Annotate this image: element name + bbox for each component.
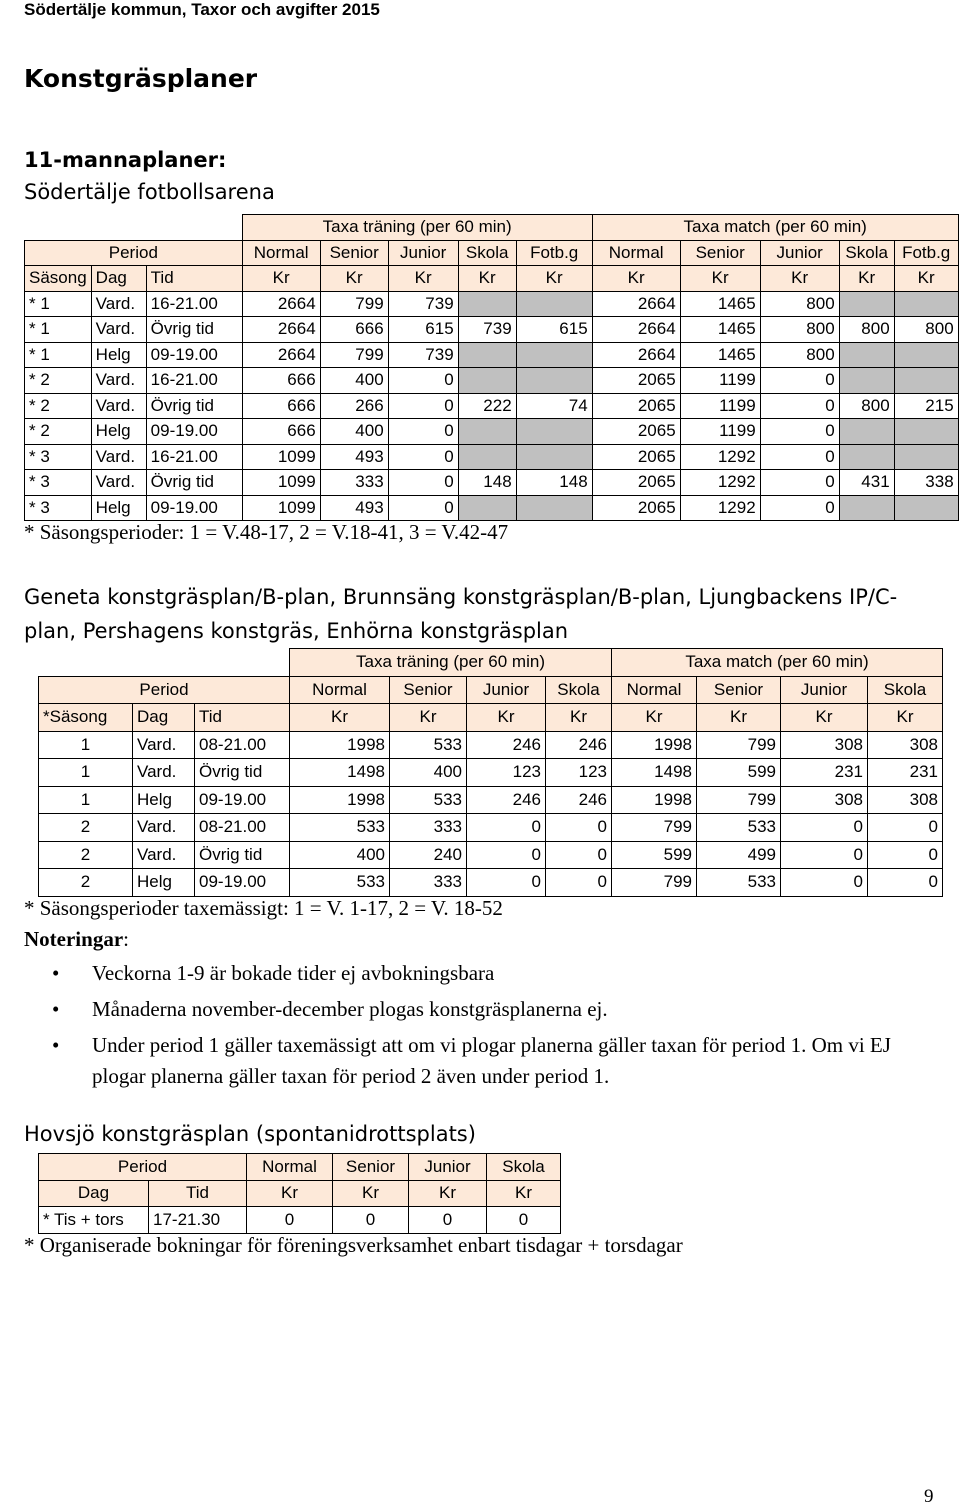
table-cell: 0 — [760, 393, 839, 419]
table-cell: 533 — [290, 814, 390, 842]
table-cell: 231 — [781, 759, 868, 787]
unit-header: Kr — [894, 266, 958, 292]
table-cell: Helg — [133, 786, 195, 814]
table-cell: 2065 — [592, 444, 680, 470]
table-cell: Vard. — [91, 393, 146, 419]
table-cell: 800 — [839, 393, 894, 419]
unit-header: Kr — [592, 266, 680, 292]
table-cell: 1099 — [242, 444, 320, 470]
table-cell: 1998 — [290, 786, 390, 814]
table-cell — [839, 444, 894, 470]
table-cell: 09-19.00 — [195, 869, 290, 897]
column-header: Senior — [333, 1154, 409, 1181]
section1-heading: 11-mannaplaner: — [24, 148, 227, 172]
note-text: Månaderna november-december plogas konstgräsplanerna ej. — [92, 997, 608, 1021]
column-header: Senior — [680, 240, 760, 266]
notes-heading-colon: : — [123, 927, 129, 951]
table-row — [25, 470, 959, 496]
table-cell: 0 — [868, 814, 943, 842]
table-cell: 08-21.00 — [195, 731, 290, 759]
table-cell — [516, 342, 592, 368]
table-cell: 2065 — [592, 393, 680, 419]
table-cell: 222 — [458, 393, 516, 419]
table-unit-header-row — [39, 704, 943, 732]
table-cell — [894, 291, 958, 317]
table-cell: 533 — [290, 869, 390, 897]
table-cell: 1099 — [242, 470, 320, 496]
table-unit-header-row — [25, 266, 959, 292]
note-text: Veckorna 1-9 är bokade tider ej avbokningsbara — [92, 961, 495, 985]
table-row — [39, 814, 943, 842]
unit-header: Kr — [868, 704, 943, 732]
table-cell — [894, 419, 958, 445]
period-header: Period — [25, 240, 243, 266]
table-cell: Helg — [133, 869, 195, 897]
table-cell: 799 — [697, 786, 781, 814]
unit-header: Kr — [290, 704, 390, 732]
column-header: Junior — [409, 1154, 487, 1181]
unit-header: Kr — [487, 1180, 561, 1207]
table-cell: 16-21.00 — [146, 291, 242, 317]
table-cell: 800 — [839, 317, 894, 343]
section1-subheading: Södertälje fotbollsarena — [24, 180, 275, 204]
table-cell: 2065 — [592, 470, 680, 496]
table-cell — [894, 368, 958, 394]
list-item — [30, 1030, 935, 1092]
table-cell: 246 — [546, 731, 612, 759]
table-cell: Vard. — [133, 759, 195, 787]
section3-heading: Hovsjö konstgräsplan (spontanidrottsplats) — [24, 1122, 476, 1146]
note-text: Under period 1 gäller taxemässigt att om vi plogar planerna gäller taxan för period 1. Om vi EJ plogar planerna gäller taxan för period 2 även under period 1. — [92, 1033, 891, 1088]
table-unit-header-row — [39, 1180, 561, 1207]
table-cell — [516, 444, 592, 470]
table-cell: 308 — [781, 786, 868, 814]
table-cell: 1292 — [680, 444, 760, 470]
unit-header: Kr — [467, 704, 546, 732]
table-cell: 0 — [388, 393, 458, 419]
table-cell — [839, 419, 894, 445]
column-header: Normal — [290, 676, 390, 704]
table-row — [39, 786, 943, 814]
bullet-icon: • — [52, 1033, 60, 1057]
unit-header: Kr — [697, 704, 781, 732]
table-cell: Vard. — [133, 841, 195, 869]
day-header: Dag — [133, 704, 195, 732]
table-row — [25, 393, 959, 419]
table-cell — [516, 495, 592, 521]
hovsjo-rate-table — [38, 1153, 561, 1234]
table-cell: 246 — [467, 731, 546, 759]
table-cell: 1998 — [612, 786, 697, 814]
season-header: Säsong — [25, 266, 92, 292]
table-row — [39, 1207, 561, 1234]
table-cell: 2664 — [592, 342, 680, 368]
unit-header: Kr — [458, 266, 516, 292]
table-cell: 09-19.00 — [195, 786, 290, 814]
table-cell: 333 — [390, 814, 467, 842]
table-cell: 1199 — [680, 368, 760, 394]
table-column-header-row — [39, 1154, 561, 1181]
column-header: Junior — [781, 676, 868, 704]
day-header: Dag — [91, 266, 146, 292]
table-cell: 148 — [458, 470, 516, 496]
table-cell: Övrig tid — [146, 470, 242, 496]
table-cell: 0 — [467, 869, 546, 897]
table-cell: 400 — [320, 419, 388, 445]
table-cell — [516, 419, 592, 445]
time-header: Tid — [195, 704, 290, 732]
section1-footnote: * Säsongsperioder: 1 = V.48-17, 2 = V.18-41, 3 = V.42-47 — [24, 520, 509, 544]
column-header: Junior — [467, 676, 546, 704]
table-cell: 333 — [320, 470, 388, 496]
table-cell: 2 — [39, 869, 133, 897]
table-column-header-row — [39, 676, 943, 704]
table-cell: 0 — [409, 1207, 487, 1234]
table-cell: 800 — [894, 317, 958, 343]
table-cell: * 3 — [25, 495, 92, 521]
table-cell: 2664 — [592, 291, 680, 317]
section3-footnote: * Organiserade bokningar för föreningsverksamhet enbart tisdagar + torsdagar — [24, 1233, 683, 1257]
table-column-header-row — [25, 240, 959, 266]
table-cell: * 1 — [25, 291, 92, 317]
table-row — [39, 759, 943, 787]
table-cell: 0 — [760, 368, 839, 394]
unit-header: Kr — [612, 704, 697, 732]
table-cell: 0 — [546, 814, 612, 842]
table-cell: 615 — [516, 317, 592, 343]
table-cell: 0 — [546, 841, 612, 869]
table-cell: 74 — [516, 393, 592, 419]
unit-header: Kr — [242, 266, 320, 292]
table-cell: Vard. — [91, 470, 146, 496]
table-cell — [516, 291, 592, 317]
table-cell: 533 — [697, 814, 781, 842]
column-header: Junior — [760, 240, 839, 266]
table-cell: 2664 — [592, 317, 680, 343]
table-row — [39, 731, 943, 759]
table-cell: * 1 — [25, 317, 92, 343]
table-cell: 123 — [467, 759, 546, 787]
table-row — [25, 495, 959, 521]
table-cell: 1498 — [290, 759, 390, 787]
table-cell: 0 — [760, 419, 839, 445]
table-cell: 148 — [516, 470, 592, 496]
table-cell: 800 — [760, 291, 839, 317]
bullet-icon: • — [52, 961, 60, 985]
table-cell: 215 — [894, 393, 958, 419]
column-header: Junior — [388, 240, 458, 266]
table-cell: 2065 — [592, 368, 680, 394]
table-cell: 0 — [247, 1207, 333, 1234]
table-row — [25, 368, 959, 394]
table-cell: 09-19.00 — [146, 495, 242, 521]
arena-rate-table — [24, 214, 959, 521]
section2-footnote: * Säsongsperioder taxemässigt: 1 = V. 1-17, 2 = V. 18-52 — [24, 896, 503, 920]
table-cell: 666 — [242, 368, 320, 394]
table-cell — [458, 495, 516, 521]
table-cell: 499 — [697, 841, 781, 869]
table-cell: 799 — [697, 731, 781, 759]
table-cell: 09-19.00 — [146, 342, 242, 368]
table-cell: Vard. — [133, 814, 195, 842]
column-header: Skola — [839, 240, 894, 266]
column-header: Normal — [247, 1154, 333, 1181]
table-cell: 240 — [390, 841, 467, 869]
table-cell: 533 — [390, 786, 467, 814]
table-cell: 0 — [760, 495, 839, 521]
page-title: Konstgräsplaner — [24, 64, 258, 93]
table-cell: 0 — [781, 841, 868, 869]
table-cell: 0 — [760, 470, 839, 496]
table-cell: 338 — [894, 470, 958, 496]
table-cell: 16-21.00 — [146, 444, 242, 470]
table-row — [25, 444, 959, 470]
table-cell: 2664 — [242, 342, 320, 368]
table-cell: 2065 — [592, 419, 680, 445]
unit-header: Kr — [760, 266, 839, 292]
table-cell: 09-19.00 — [146, 419, 242, 445]
list-item — [30, 958, 935, 989]
table-group-header-row — [25, 215, 959, 241]
table-cell: 308 — [781, 731, 868, 759]
table-cell: 1099 — [242, 495, 320, 521]
table-cell: 0 — [467, 841, 546, 869]
table-cell: Vard. — [91, 291, 146, 317]
table-cell: Övrig tid — [195, 759, 290, 787]
table-cell: 799 — [612, 814, 697, 842]
table-cell: 231 — [868, 759, 943, 787]
table-cell: 739 — [388, 342, 458, 368]
table-cell — [839, 368, 894, 394]
table-cell: 1 — [39, 731, 133, 759]
table-cell: 599 — [697, 759, 781, 787]
unit-header: Kr — [546, 704, 612, 732]
table-cell: 739 — [388, 291, 458, 317]
table-cell: 0 — [388, 419, 458, 445]
table-cell: 431 — [839, 470, 894, 496]
table-cell: 1465 — [680, 291, 760, 317]
unit-header: Kr — [333, 1180, 409, 1207]
table-cell — [894, 342, 958, 368]
column-header: Normal — [612, 676, 697, 704]
column-header: Skola — [458, 240, 516, 266]
table-cell: Vard. — [91, 317, 146, 343]
table-cell: 2 — [39, 841, 133, 869]
table-cell: 0 — [868, 869, 943, 897]
table-cell: 16-21.00 — [146, 368, 242, 394]
table-cell: 666 — [320, 317, 388, 343]
table-row — [25, 317, 959, 343]
table-cell: 0 — [781, 814, 868, 842]
table-cell — [458, 291, 516, 317]
period-header: Period — [39, 1154, 247, 1181]
document-header: Södertälje kommun, Taxor och avgifter 2015 — [24, 0, 380, 19]
table-cell: 799 — [320, 291, 388, 317]
table-cell: * 3 — [25, 444, 92, 470]
table-cell: * 2 — [25, 419, 92, 445]
column-header: Normal — [592, 240, 680, 266]
notes-list — [30, 958, 935, 1097]
table-cell: 400 — [290, 841, 390, 869]
table-cell: 0 — [388, 368, 458, 394]
table-cell — [458, 419, 516, 445]
table-cell: Övrig tid — [146, 393, 242, 419]
unit-header: Kr — [839, 266, 894, 292]
table-cell: 799 — [612, 869, 697, 897]
table-cell: 0 — [333, 1207, 409, 1234]
column-header: Normal — [242, 240, 320, 266]
match-rate-group-header: Taxa match (per 60 min) — [592, 215, 958, 241]
table-cell: 666 — [242, 393, 320, 419]
table-cell — [839, 291, 894, 317]
table-cell: 0 — [760, 444, 839, 470]
table-cell — [894, 495, 958, 521]
period-header: Period — [39, 676, 290, 704]
table-cell: Vard. — [133, 731, 195, 759]
table-cell: Helg — [91, 419, 146, 445]
table-cell: 0 — [868, 841, 943, 869]
table-cell: Helg — [91, 342, 146, 368]
unit-header: Kr — [247, 1180, 333, 1207]
season-header: *Säsong — [39, 704, 133, 732]
table-cell: 400 — [320, 368, 388, 394]
table-cell: 2664 — [242, 291, 320, 317]
time-header: Tid — [149, 1180, 247, 1207]
page-number: 9 — [924, 1486, 934, 1507]
column-header: Fotb.g — [894, 240, 958, 266]
table-cell: 0 — [487, 1207, 561, 1234]
unit-header: Kr — [680, 266, 760, 292]
match-rate-group-header: Taxa match (per 60 min) — [612, 649, 943, 677]
table-row — [25, 342, 959, 368]
table-cell: 0 — [388, 470, 458, 496]
table-cell: 0 — [388, 495, 458, 521]
table-cell: Övrig tid — [195, 841, 290, 869]
table-cell — [839, 342, 894, 368]
table-cell: 123 — [546, 759, 612, 787]
table-cell: 799 — [320, 342, 388, 368]
table-cell: 400 — [390, 759, 467, 787]
table-cell: 0 — [546, 869, 612, 897]
table-cell — [516, 368, 592, 394]
table-cell: 266 — [320, 393, 388, 419]
training-rate-group-header: Taxa träning (per 60 min) — [290, 649, 612, 677]
table-cell: 1292 — [680, 470, 760, 496]
unit-header: Kr — [320, 266, 388, 292]
table-cell: 1 — [39, 759, 133, 787]
list-item — [30, 994, 935, 1025]
table-cell: 1465 — [680, 342, 760, 368]
table-row — [25, 291, 959, 317]
table-cell: Helg — [91, 495, 146, 521]
table-cell — [839, 495, 894, 521]
table-cell: * 2 — [25, 393, 92, 419]
table-cell: 246 — [467, 786, 546, 814]
table-cell: 08-21.00 — [195, 814, 290, 842]
table-cell — [458, 444, 516, 470]
table-row — [39, 869, 943, 897]
table-cell — [458, 342, 516, 368]
table-cell: 333 — [390, 869, 467, 897]
table-cell: 599 — [612, 841, 697, 869]
table-cell: * Tis + tors — [39, 1207, 149, 1234]
table-cell: 1498 — [612, 759, 697, 787]
notes-heading — [24, 927, 129, 952]
table-row — [25, 419, 959, 445]
table-cell: 1199 — [680, 393, 760, 419]
table-cell: 739 — [458, 317, 516, 343]
column-header: Fotb.g — [516, 240, 592, 266]
table-cell: 2065 — [592, 495, 680, 521]
table-cell: 246 — [546, 786, 612, 814]
unit-header: Kr — [781, 704, 868, 732]
table-cell: 1998 — [612, 731, 697, 759]
column-header: Skola — [487, 1154, 561, 1181]
table-cell: 1 — [39, 786, 133, 814]
table-row — [39, 841, 943, 869]
table-cell: 1199 — [680, 419, 760, 445]
time-header: Tid — [146, 266, 242, 292]
notes-heading-label: Noteringar — [24, 927, 124, 951]
table-cell: 2 — [39, 814, 133, 842]
table-cell: 493 — [320, 495, 388, 521]
table-cell: 1465 — [680, 317, 760, 343]
unit-header: Kr — [388, 266, 458, 292]
table-cell — [458, 368, 516, 394]
table-cell — [894, 444, 958, 470]
table-cell: 308 — [868, 731, 943, 759]
table-cell: 615 — [388, 317, 458, 343]
table-cell: Vard. — [91, 444, 146, 470]
table-cell: 800 — [760, 342, 839, 368]
table-cell: * 1 — [25, 342, 92, 368]
table-cell: 533 — [697, 869, 781, 897]
table-cell: 308 — [868, 786, 943, 814]
unit-header: Kr — [390, 704, 467, 732]
table-cell: Övrig tid — [146, 317, 242, 343]
table-group-header-row — [39, 649, 943, 677]
table-cell: 533 — [390, 731, 467, 759]
table-cell: 0 — [781, 869, 868, 897]
unit-header: Kr — [409, 1180, 487, 1207]
table-cell: * 2 — [25, 368, 92, 394]
column-header: Senior — [390, 676, 467, 704]
table-cell: 666 — [242, 419, 320, 445]
unit-header: Kr — [516, 266, 592, 292]
section2-heading: Geneta konstgräsplan/B-plan, Brunnsäng konstgräsplan/B-plan, Ljungbackens IP/C-plan, Pershagens konstgräs, Enhörna konstgräsplan — [24, 585, 898, 643]
table-cell: 1292 — [680, 495, 760, 521]
column-header: Senior — [320, 240, 388, 266]
bullet-icon: • — [52, 997, 60, 1021]
table-cell: 17-21.30 — [149, 1207, 247, 1234]
field-rate-table — [38, 648, 943, 897]
training-rate-group-header: Taxa träning (per 60 min) — [242, 215, 592, 241]
column-header: Senior — [697, 676, 781, 704]
table-cell: Vard. — [91, 368, 146, 394]
table-cell: 0 — [388, 444, 458, 470]
table-cell: * 3 — [25, 470, 92, 496]
column-header: Skola — [868, 676, 943, 704]
table-cell: 493 — [320, 444, 388, 470]
column-header: Skola — [546, 676, 612, 704]
table-cell: 0 — [467, 814, 546, 842]
table-cell: 2664 — [242, 317, 320, 343]
day-header: Dag — [39, 1180, 149, 1207]
table-cell: 800 — [760, 317, 839, 343]
table-cell: 1998 — [290, 731, 390, 759]
